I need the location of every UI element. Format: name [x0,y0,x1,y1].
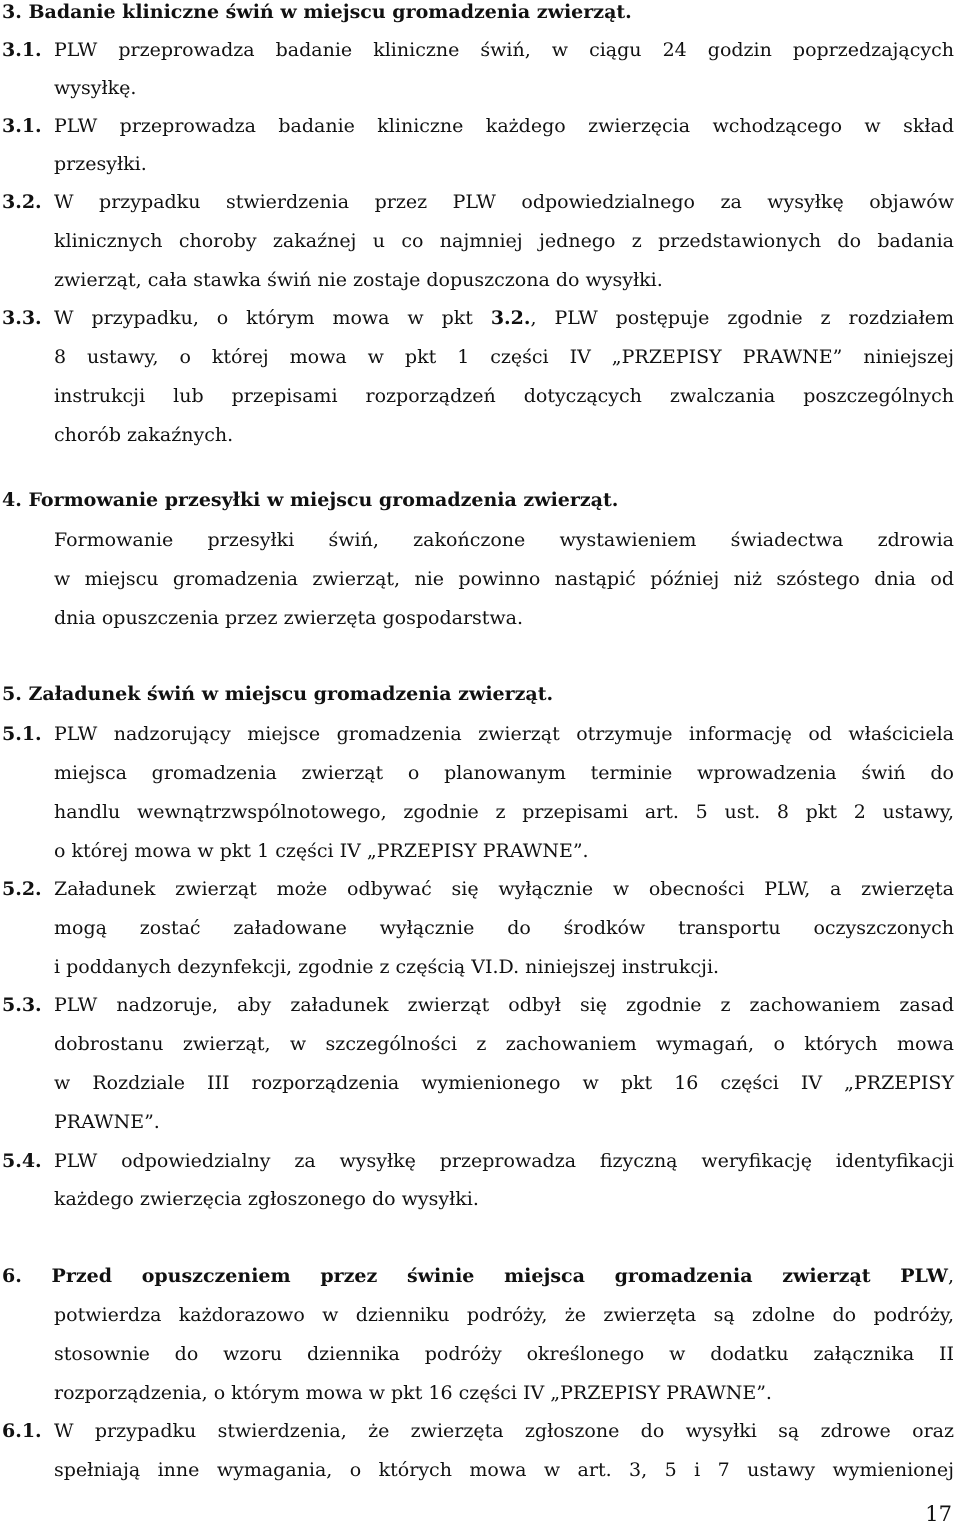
item-5-3-number: 5.3. [2,994,42,1016]
item-3-3-line-2: 8 ustawy, o której mowa w pkt 1 części IV „PRZEPISY PRAWNE” niniejszej [54,346,954,368]
section-4-line-2: w miejscu gromadzenia zwierząt, nie powinno nastąpić później niż szóstego dnia od [54,568,954,590]
item-3-2-number: 3.2. [2,191,42,213]
item-3-2-line-3: zwierząt, cała stawka świń nie zostaje dopuszczona do wysyłki. [54,269,663,291]
item-3-1-b-line-2: przesyłki. [54,153,147,175]
item-5-3-line-2: dobrostanu zwierząt, w szczególności z zachowaniem wymagań, o których mowa [54,1033,954,1055]
item-3-3-line-1 [54,306,954,330]
item-3-2-line-2: klinicznych choroby zakaźnej u co najmniej jednego z przedstawionych do badania [54,230,954,252]
item-5-1-line-3: handlu wewnątrzwspólnotowego, zgodnie z przepisami art. 5 ust. 8 pkt 2 ustawy, [54,801,954,823]
item-5-2-number: 5.2. [2,878,42,900]
section-6-heading-comma: , [947,1265,954,1287]
section-4-line-3: dnia opuszczenia przez zwierzęta gospodarstwa. [54,607,524,629]
item-5-1-line-1: PLW nadzorujący miejsce gromadzenia zwierząt otrzymuje informację od właściciela [54,723,954,745]
section-6-heading-bold: 6. Przed opuszczeniem przez świnie miejsca gromadzenia zwierząt PLW [2,1265,948,1287]
item-5-1-number: 5.1. [2,723,42,745]
section-6-heading [2,1264,954,1288]
item-5-4-line-1: PLW odpowiedzialny za wysyłkę przeprowadza fizyczną weryfikację identyfikacji [54,1150,954,1172]
item-5-4-number: 5.4. [2,1150,42,1172]
item-5-1-line-2: miejsca gromadzenia zwierząt o planowanym terminie wprowadzenia świń do [54,762,954,784]
item-3-3-number: 3.3. [2,307,42,329]
section-3-heading: 3. Badanie kliniczne świń w miejscu gromadzenia zwierząt. [2,1,632,23]
item-5-2-line-3: i poddanych dezynfekcji, zgodnie z częścią VI.D. niniejszej instrukcji. [54,956,720,978]
item-5-2-line-2: mogą zostać załadowane wyłącznie do środków transportu oczyszczonych [54,917,954,939]
item-5-4-line-2: każdego zwierzęcia zgłoszonego do wysyłki. [54,1188,479,1210]
section-6-line-3: stosownie do wzoru dziennika podróży określonego w dodatku załącznika II [54,1343,954,1365]
item-5-1-line-4: o której mowa w pkt 1 części IV „PRZEPISY PRAWNE”. [54,840,589,862]
item-6-1-number: 6.1. [2,1420,42,1442]
item-6-1-line-1: W przypadku stwierdzenia, że zwierzęta zgłoszone do wysyłki są zdrowe oraz [54,1420,954,1442]
item-3-3-reference: 3.2. [490,307,531,329]
section-4-heading: 4. Formowanie przesyłki w miejscu gromadzenia zwierząt. [2,489,619,511]
page-number: 17 [925,1502,952,1526]
item-3-1-b-number: 3.1. [2,115,42,137]
item-5-3-line-4: PRAWNE”. [54,1111,160,1133]
item-3-1-b-line-1: PLW przeprowadza badanie kliniczne każdego zwierzęcia wchodzącego w skład [54,115,954,137]
item-3-3-line-4: chorób zakaźnych. [54,424,234,446]
item-5-3-line-1: PLW nadzoruje, aby załadunek zwierząt odbył się zgodnie z zachowaniem zasad [54,994,954,1016]
section-4-line-1: Formowanie przesyłki świń, zakończone wystawieniem świadectwa zdrowia [54,529,954,551]
item-5-3-line-3: w Rozdziale III rozporządzenia wymienionego w pkt 16 części IV „PRZEPISY [54,1072,954,1094]
item-3-3-line-1-a: W przypadku, o którym mowa w pkt [54,307,491,329]
item-3-3-line-1-c: , PLW postępuje zgodnie z rozdziałem [530,307,955,329]
item-3-1-a-number: 3.1. [2,39,42,61]
item-3-1-a-line-1: PLW przeprowadza badanie kliniczne świń, w ciągu 24 godzin poprzedzających [54,39,954,61]
item-5-2-line-1: Załadunek zwierząt może odbywać się wyłącznie w obecności PLW, a zwierzęta [54,878,954,900]
item-3-2-line-1: W przypadku stwierdzenia przez PLW odpowiedzialnego za wysyłkę objawów [54,191,954,213]
item-6-1-line-2: spełniają inne wymagania, o których mowa w art. 3, 5 i 7 ustawy wymienionej [54,1459,954,1481]
section-6-line-2: potwierdza każdorazowo w dzienniku podróży, że zwierzęta są zdolne do podróży, [54,1304,954,1326]
section-6-line-4: rozporządzenia, o którym mowa w pkt 16 części IV „PRZEPISY PRAWNE”. [54,1382,772,1404]
item-3-1-a-line-2: wysyłkę. [54,77,137,99]
section-5-heading: 5. Załadunek świń w miejscu gromadzenia zwierząt. [2,683,554,705]
item-3-3-line-3: instrukcji lub przepisami rozporządzeń dotyczących zwalczania poszczególnych [54,385,954,407]
